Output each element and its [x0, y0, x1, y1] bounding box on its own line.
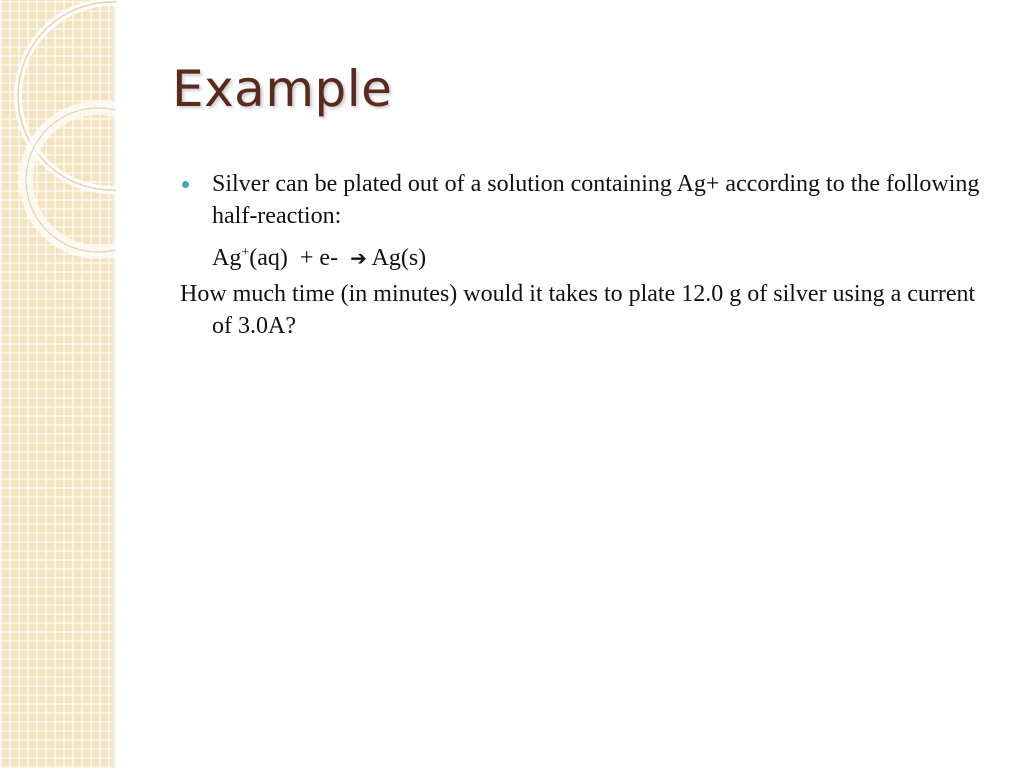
slide-title: Example	[172, 60, 393, 118]
equation-reactant-rest: (aq) + e-	[249, 245, 351, 271]
decorative-rings-icon	[0, 0, 116, 260]
right-arrow-icon: ➔	[350, 246, 367, 270]
half-reaction-equation	[212, 242, 980, 274]
bullet-dot-icon	[182, 181, 189, 188]
question-text: How much time (in minutes) would it takes to plate 12.0 g of silver using a current of 3.0A?	[180, 281, 976, 339]
bullet-text: Silver can be plated out of a solution containing Ag+ according to the following half-reaction:	[212, 171, 980, 229]
equation-species: Ag	[212, 245, 242, 271]
slide-body	[180, 168, 980, 342]
bullet-item	[180, 168, 980, 232]
equation-product: Ag(s)	[366, 245, 427, 271]
equation-charge: +	[241, 245, 250, 260]
